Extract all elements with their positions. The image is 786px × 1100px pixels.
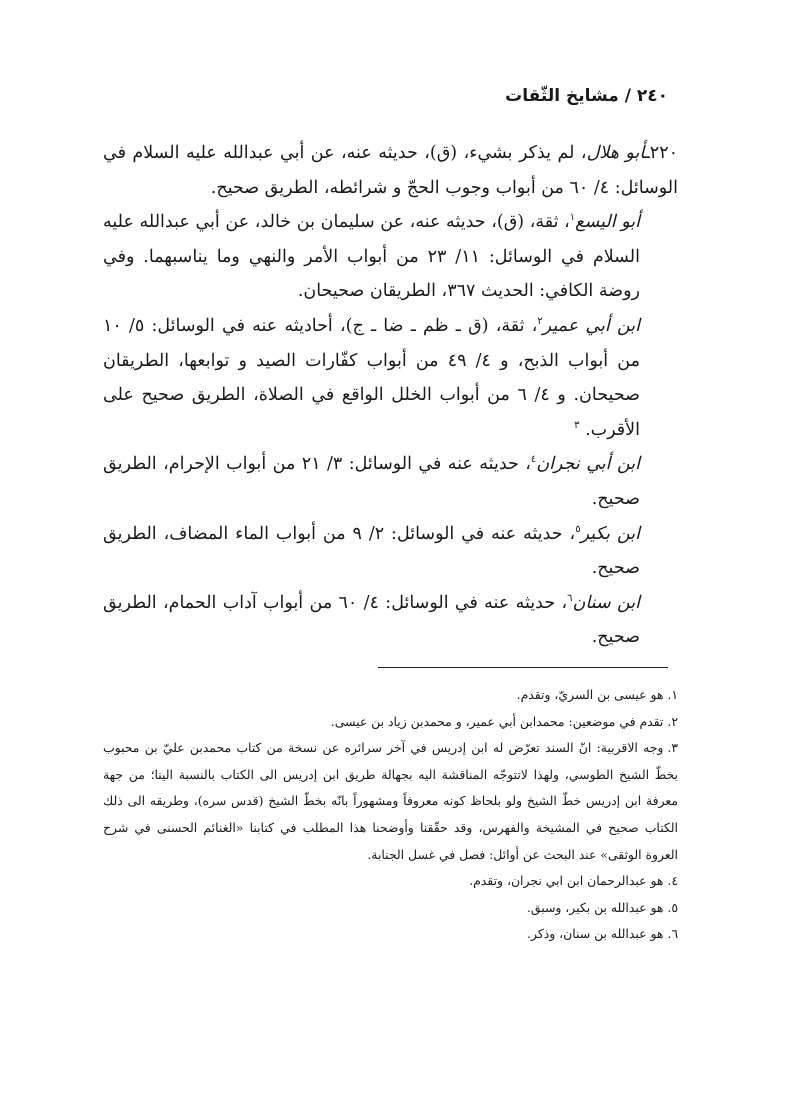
footnote-item [103, 709, 678, 736]
narrator-text: ، حديثه عنه في الوسائل: ٣/ ٢١ من أبواب الإحرام، الطريق صحيح. [103, 454, 640, 509]
footnote-item [103, 868, 678, 895]
footnote-number: ٥. [667, 899, 678, 915]
footnote-item [103, 921, 678, 948]
footnote-text: هو عبدالله بن بكير، وسبق. [526, 899, 664, 915]
narrator-name: ابن بكير [580, 523, 640, 544]
footnote-number: ٦. [667, 926, 678, 942]
footnote-ref[interactable]: ٦ [567, 592, 573, 604]
footnotes [103, 682, 678, 948]
footnote-text: هو عيسى بن السريّ، وتقدم. [516, 687, 664, 702]
entry-name: أبو هلال [586, 143, 645, 163]
entry-text: ، لم يذكر بشيء، (ق)، حديثه عنه، عن أبي عبدالله عليه السلام في الوسائل: ٤/ ٦٠ من أبواب وجوب الحجّ و شرائطه، الطريق صحيح. [103, 143, 678, 198]
footnote-divider [378, 667, 668, 668]
footnote-number: ٢. [667, 713, 678, 729]
narrator-paragraph [103, 205, 678, 309]
footnote-number: ١. [667, 687, 678, 702]
footnote-number: ٤. [667, 873, 678, 889]
narrator-text: ، ثقة، (ق ـ ظم ـ ضا ـ ج)، أحاديثه عنه في الوسائل: ٥/ ١٠ من أبواب الذبح، و ٤/ ٤٩ من أبواب كفّارات الصيد و توابعها، الطريقان صحيحان. و ٤/ ٦ من أبواب الخلل الواقع في الصلاة، الطريق صحيح على الأقرب. [103, 315, 640, 440]
footnote-number: ٣. [667, 740, 678, 756]
narrator-paragraph [103, 309, 678, 447]
header-separator: / [624, 86, 631, 106]
main-text [103, 136, 678, 655]
footnote-item [103, 682, 678, 709]
footnote-ref[interactable]: ١ [569, 212, 576, 224]
footnote-ref[interactable]: ٣ [574, 419, 580, 431]
entry-paragraph [103, 136, 678, 205]
footnote-ref[interactable]: ٥ [575, 523, 581, 535]
narrator-name: ابن سنان [572, 592, 640, 613]
narrator-text: ، حديثه عنه في الوسائل: ٢/ ٩ من أبواب الماء المضاف، الطريق صحيح. [103, 523, 640, 579]
narrator-text: ، حديثه عنه في الوسائل: ٤/ ٦٠ من أبواب آداب الحمام، الطريق صحيح. [103, 592, 640, 648]
narrator-name: أبو اليسع [575, 212, 640, 233]
narrator-paragraph [103, 517, 678, 586]
page-number: ٢٤٠ [636, 86, 668, 106]
narrator-name: ابن أبي عمير [542, 315, 640, 336]
footnote-item [103, 735, 678, 868]
footnote-item [103, 895, 678, 922]
footnote-text: هو عبدالله بن سنان، وذكر. [527, 926, 664, 942]
narrator-paragraph [103, 586, 678, 655]
footnote-text: هو عبدالرحمان ابن ابي نجران، وتقدم. [469, 873, 664, 889]
narrator-text: ، ثقة، (ق)، حديثه عنه، عن سليمان بن خالد، عن أبي عبدالله عليه السلام في الوسائل: ١١/ ٢٣ من أبواب الأمر والنهي وما يناسبهما. وفي روضة الكافي: الحديث ٣٦٧، الطريقان صحيحان. [103, 212, 640, 302]
entry-number: ٢٢٠ـ [644, 143, 678, 163]
footnote-text: وجه الاقربية: انّ السند تعرّض له ابن إدريس في آخر سرائره عن نسخة من كتاب محمدبن عليّ بن محبوب بخطّ الشيخ الطوسي، ولهذا لاتتوجّه المناقشة اليه بجهالة طريق ابن إدريس الى الكتاب بالنسبة الينا؛ من جهة معرفة ابن إدريس خطّ الشيخ ولو بلحاظ كونه معروفاً ومشهوراً بانّه بخطّ الشيخ (قدس سره)، وطريقه الى ذلك الكتاب صحيح في المشيخة والفهرس، وقد حقّقنا وأوضحنا هذا المطلب في كتابنا «الغنائم الحسنى في شرح العروة الوثقى» عند البحث عن أوائل: فصل في غسل الجنابة. [103, 740, 678, 862]
narrator-paragraph [103, 447, 678, 516]
narrator-name: ابن أبي نجران [536, 454, 640, 475]
running-header [505, 86, 668, 106]
header-title: مشايخ الثّقات [505, 86, 619, 106]
footnote-ref[interactable]: ٤ [530, 454, 537, 466]
footnote-text: تقدم في موضعين: محمدابن أبي عمير، و محمدبن زياد بن عيسى. [330, 713, 664, 729]
footnote-ref[interactable]: ٢ [537, 316, 543, 328]
